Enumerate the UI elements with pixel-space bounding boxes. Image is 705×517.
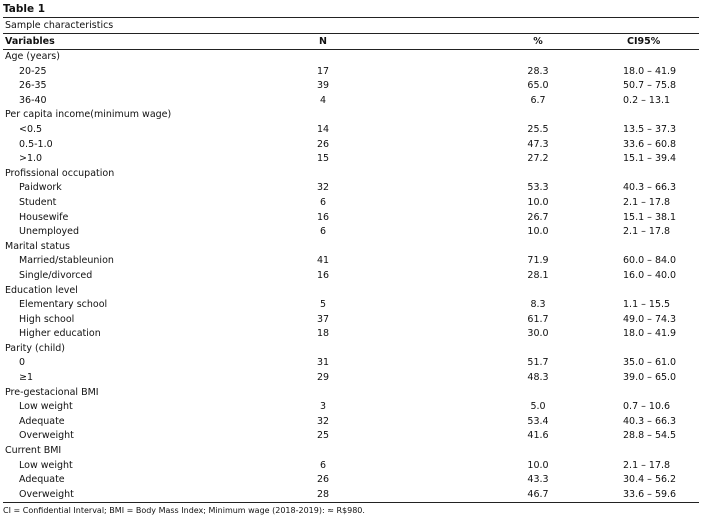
header-variables: Variables — [5, 36, 55, 47]
header-ci: CI95% — [627, 36, 661, 47]
table-row — [3, 196, 699, 211]
row-label: Adequate — [19, 474, 65, 486]
cell-n: 4 — [319, 94, 327, 106]
cell-pct: 61.7 — [527, 313, 549, 325]
cell-ci: 35.0 – 61.0 — [623, 357, 677, 369]
table-row — [3, 415, 699, 430]
row-label: Student — [19, 196, 57, 208]
row-label: ≥1 — [19, 372, 34, 384]
table-row — [3, 269, 699, 284]
cell-pct: 8.3 — [530, 299, 546, 311]
row-label: Adequate — [19, 415, 65, 427]
cell-ci: 16.0 – 40.0 — [623, 269, 677, 281]
row-label: Overweight — [19, 430, 74, 442]
cell-pct: 51.7 — [527, 357, 549, 369]
table-row — [3, 65, 699, 80]
cell-n: 28 — [316, 488, 330, 500]
table-row — [3, 371, 699, 386]
cell-pct: 46.7 — [527, 488, 549, 500]
row-label: 0 — [19, 357, 26, 369]
cell-n: 16 — [316, 269, 330, 281]
cell-pct: 26.7 — [527, 211, 549, 223]
table-footnote: CI = Confidential Interval; BMI = Body Mass Index; Minimum wage (2018-2019): ≈ R$980. — [3, 506, 365, 516]
row-label: Education level — [5, 284, 78, 296]
cell-ci: 13.5 – 37.3 — [623, 123, 677, 135]
row-label: Housewife — [19, 211, 69, 223]
cell-ci: 33.6 – 60.8 — [623, 138, 677, 150]
header-pct: % — [533, 36, 543, 47]
cell-n: 6 — [319, 459, 327, 471]
cell-n: 41 — [316, 255, 330, 267]
cell-pct: 10.0 — [527, 459, 549, 471]
table-container — [3, 0, 699, 517]
row-label: Current BMI — [5, 445, 62, 457]
cell-ci: 0.7 – 10.6 — [623, 401, 671, 413]
cell-pct: 6.7 — [530, 94, 546, 106]
table-row — [3, 298, 699, 313]
header-n: N — [319, 36, 327, 47]
table-row — [3, 123, 699, 138]
row-label: Parity (child) — [5, 342, 66, 354]
row-label: Paidwork — [19, 182, 62, 194]
table-row — [3, 473, 699, 488]
cell-n: 6 — [319, 196, 327, 208]
cell-n: 17 — [316, 65, 330, 77]
cell-n: 25 — [316, 430, 330, 442]
row-label: 20-25 — [19, 65, 47, 77]
cell-ci: 2.1 – 17.8 — [623, 226, 671, 238]
cell-n: 29 — [316, 372, 330, 384]
cell-pct: 25.5 — [527, 123, 549, 135]
cell-ci: 0.2 – 13.1 — [623, 94, 671, 106]
table-body — [3, 50, 699, 502]
group-row — [3, 444, 699, 459]
table-row — [3, 225, 699, 240]
cell-ci: 49.0 – 74.3 — [623, 313, 677, 325]
cell-ci: 15.1 – 39.4 — [623, 153, 677, 165]
cell-n: 5 — [319, 299, 327, 311]
row-label: <0.5 — [19, 123, 43, 135]
cell-ci: 33.6 – 59.6 — [623, 488, 677, 500]
row-label: Overweight — [19, 488, 74, 500]
row-label: >1.0 — [19, 153, 43, 165]
table-title: Table 1 — [3, 3, 46, 15]
row-label: 36-40 — [19, 94, 47, 106]
cell-n: 37 — [316, 313, 330, 325]
cell-pct: 47.3 — [527, 138, 549, 150]
cell-pct: 48.3 — [527, 372, 549, 384]
cell-n: 32 — [316, 182, 330, 194]
cell-pct: 71.9 — [527, 255, 549, 267]
cell-ci: 30.4 – 56.2 — [623, 474, 677, 486]
row-label: High school — [19, 313, 75, 325]
row-label: 0.5-1.0 — [19, 138, 53, 150]
table-row — [3, 327, 699, 342]
table-row — [3, 400, 699, 415]
row-label: Profissional occupation — [5, 167, 115, 179]
row-label: Unemployed — [19, 226, 80, 238]
cell-n: 16 — [316, 211, 330, 223]
table-row — [3, 459, 699, 474]
group-row — [3, 240, 699, 255]
row-label: Elementary school — [19, 299, 108, 311]
table-row — [3, 356, 699, 371]
cell-pct: 53.4 — [527, 415, 549, 427]
table-header — [3, 34, 699, 49]
table-row — [3, 429, 699, 444]
row-label: Low weight — [19, 459, 73, 471]
cell-pct: 10.0 — [527, 196, 549, 208]
cell-ci: 18.0 – 41.9 — [623, 65, 677, 77]
cell-n: 26 — [316, 474, 330, 486]
group-row — [3, 386, 699, 401]
cell-ci: 50.7 – 75.8 — [623, 80, 677, 92]
cell-ci: 40.3 – 66.3 — [623, 415, 677, 427]
cell-n: 3 — [319, 401, 327, 413]
row-label: Single/divorced — [19, 269, 93, 281]
cell-pct: 30.0 — [527, 328, 549, 340]
cell-pct: 53.3 — [527, 182, 549, 194]
table-row — [3, 152, 699, 167]
cell-ci: 2.1 – 17.8 — [623, 459, 671, 471]
table-row — [3, 94, 699, 109]
row-label: Pre-gestacional BMI — [5, 386, 99, 398]
row-label: Marital status — [5, 240, 70, 252]
row-label: Low weight — [19, 401, 73, 413]
group-row — [3, 108, 699, 123]
cell-n: 39 — [316, 80, 330, 92]
cell-n: 26 — [316, 138, 330, 150]
table-row — [3, 488, 699, 503]
cell-pct: 10.0 — [527, 226, 549, 238]
cell-n: 6 — [319, 226, 327, 238]
cell-pct: 65.0 — [527, 80, 549, 92]
cell-n: 31 — [316, 357, 330, 369]
cell-pct: 5.0 — [530, 401, 546, 413]
row-label: Per capita income(minimum wage) — [5, 109, 172, 121]
cell-pct: 27.2 — [527, 153, 549, 165]
table-row — [3, 79, 699, 94]
group-row — [3, 50, 699, 65]
table-row — [3, 181, 699, 196]
table-row — [3, 138, 699, 153]
cell-n: 14 — [316, 123, 330, 135]
table-caption: Sample characteristics — [5, 20, 114, 31]
cell-ci: 28.8 – 54.5 — [623, 430, 677, 442]
cell-ci: 1.1 – 15.5 — [623, 299, 671, 311]
table-row — [3, 313, 699, 328]
cell-ci: 39.0 – 65.0 — [623, 372, 677, 384]
cell-pct: 28.1 — [527, 269, 549, 281]
cell-pct: 41.6 — [527, 430, 549, 442]
row-label: Age (years) — [5, 51, 60, 62]
cell-n: 32 — [316, 415, 330, 427]
cell-ci: 18.0 – 41.9 — [623, 328, 677, 340]
group-row — [3, 284, 699, 299]
cell-n: 15 — [316, 153, 330, 165]
table-row — [3, 254, 699, 269]
cell-ci: 40.3 – 66.3 — [623, 182, 677, 194]
row-label: Higher education — [19, 328, 101, 340]
bottom-rule — [3, 502, 699, 503]
cell-ci: 15.1 – 38.1 — [623, 211, 677, 223]
cell-pct: 28.3 — [527, 65, 549, 77]
cell-pct: 43.3 — [527, 474, 549, 486]
cell-ci: 2.1 – 17.8 — [623, 196, 671, 208]
cell-ci: 60.0 – 84.0 — [623, 255, 677, 267]
row-label: Married/stableunion — [19, 255, 114, 267]
table-row — [3, 211, 699, 226]
row-label: 26-35 — [19, 80, 47, 92]
group-row — [3, 167, 699, 182]
group-row — [3, 342, 699, 357]
cell-n: 18 — [316, 328, 330, 340]
